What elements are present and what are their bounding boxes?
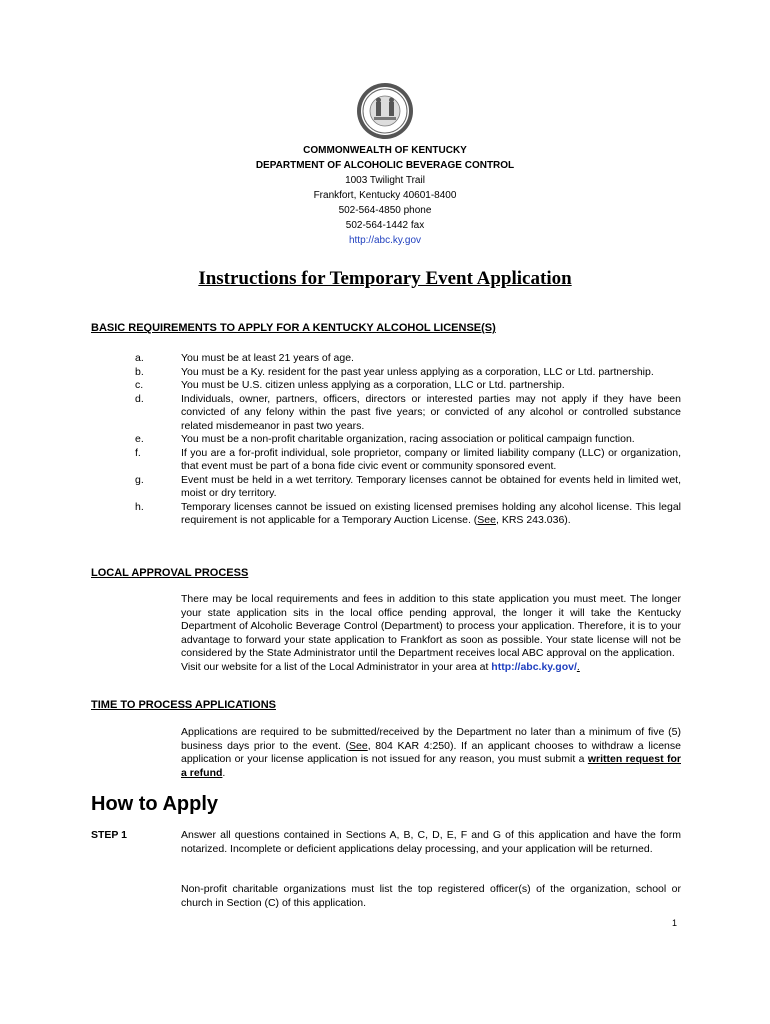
how-to-apply-heading: How to Apply [91, 793, 219, 815]
list-item: a. You must be at least 21 years of age. [135, 352, 354, 364]
header-department: DEPARTMENT OF ALCOHOLIC BEVERAGE CONTROL [255, 160, 515, 171]
document-title: Instructions for Temporary Event Application [198, 268, 572, 289]
step-1-label: STEP 1 [91, 829, 127, 841]
requirements-list [91, 352, 681, 528]
header-commonwealth: COMMONWEALTH OF KENTUCKY [303, 145, 467, 156]
list-item: e. You must be a non-profit charitable organization, racing association or political campaign function. [135, 433, 635, 445]
header-website-link[interactable]: http://abc.ky.gov [348, 235, 422, 246]
list-item: h. Temporary licenses cannot be issued on existing licensed premises holding any alcohol license. This legal requirement is not applicable for a Temporary Auction License. (See, KRS 243.036). [135, 500, 681, 526]
abc-website-link[interactable]: http://abc.ky.gov/ [491, 660, 577, 673]
header-address-street: 1003 Twilight Trail [345, 175, 425, 186]
step-1-text: Answer all questions contained in Sections A, B, C, D, E, F and G of this application and have the form notarized. Incomplete or deficient applications delay processing, and your application will be returned. [181, 829, 681, 855]
header-fax: 502-564-1442 fax [345, 220, 425, 231]
see-reference: See [477, 514, 496, 526]
list-item: b. You must be a Ky. resident for the past year unless applying as a corporation, LLC or Ltd. partnership. [135, 365, 654, 378]
kentucky-seal-icon [356, 82, 414, 140]
local-approval-heading: LOCAL APPROVAL PROCESS [91, 567, 249, 579]
agency-header [0, 143, 770, 248]
list-item: c. You must be U.S. citizen unless applying as a corporation, LLC or Ltd. partnership. [135, 379, 565, 391]
see-reference: See [349, 739, 368, 752]
list-item: g. Event must be held in a wet territory. Temporary licenses cannot be obtained for events held in limited wet, moist or dry territory. [135, 473, 681, 499]
list-item: f. If you are a for-profit individual, sole proprietor, company or limited liability company (LLC) or organization, that event must be part of a bona fide civic event or community sponsored event. [135, 446, 681, 472]
header-phone: 502-564-4850 phone [338, 205, 432, 216]
local-approval-text: There may be local requirements and fees in addition to this state application you must meet. The longer your state application sits in the local office pending approval, the longer it will take the Kentucky Department of Alcoholic Beverage Control (Department) to process your application. Therefore, it is to your advantage to forward your state application to Frankfort as soon as possible. Your state license will not be considered by the State Administrator until the Department receives local ABC approval on the application. Visit our website for a list of the Local Administrator in your area at http://abc.ky.gov/. [181, 593, 681, 673]
refund-request-text: written request for a refund [181, 753, 681, 779]
list-item: d. Individuals, owner, partners, officers, directors or interested parties may not apply if they have been convicted of any felony within the past five years; or convicted of any alcohol or controlled substance related misdemeanor in past two years. [135, 392, 681, 432]
basic-requirements-heading: BASIC REQUIREMENTS TO APPLY FOR A KENTUCKY ALCOHOL LICENSE(S) [91, 322, 496, 334]
time-to-process-heading: TIME TO PROCESS APPLICATIONS [91, 699, 276, 711]
page-number: 1 [672, 918, 678, 928]
step-1-nonprofit-text: Non-profit charitable organizations must list the top registered officer(s) of the organization, school or church in Section (C) of this application. [181, 883, 681, 909]
time-to-process-text: Applications are required to be submitted/received by the Department no later than a minimum of five (5) business days prior to the event. (See, 804 KAR 4:250). If an applicant chooses to withdraw a license application or your license application is not issued for any reason, you must submit a written request for a refund. [181, 726, 681, 779]
header-address-city: Frankfort, Kentucky 40601-8400 [313, 190, 457, 201]
